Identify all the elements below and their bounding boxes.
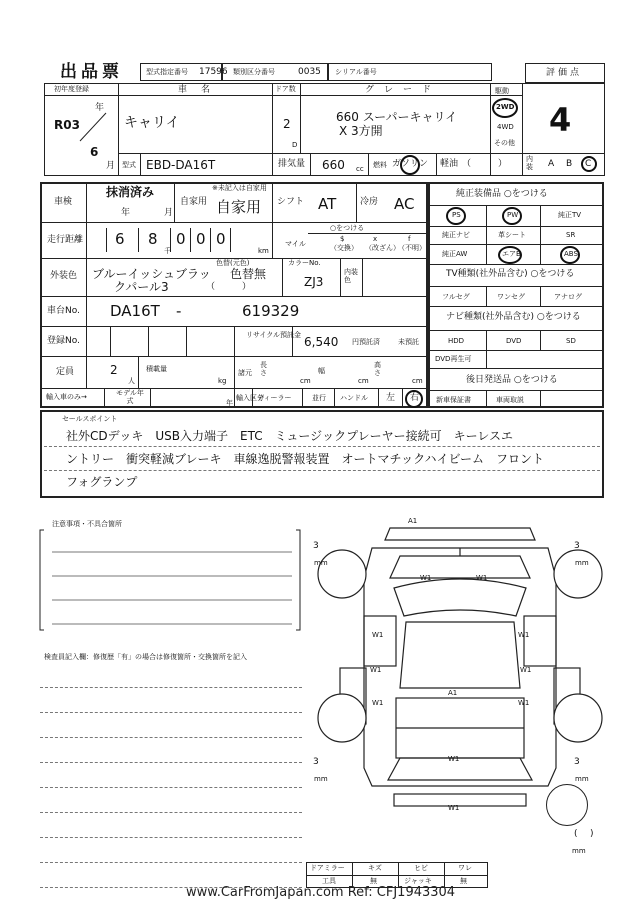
- jack-label: ジャッキ: [404, 877, 432, 885]
- color-change-paren: （ ）: [206, 282, 252, 292]
- mileage-digit-2: 8: [148, 230, 158, 248]
- class-no-label: 類別区分番号: [233, 68, 275, 76]
- serial-box: [328, 63, 492, 81]
- tv-oneseg: ワンセグ: [497, 293, 525, 301]
- mileage-unknown: （不明）: [398, 244, 426, 252]
- thousand-unit: 千: [164, 247, 171, 255]
- model-year-unit: 年: [226, 399, 233, 407]
- interior-color-label: 内装色: [344, 268, 358, 285]
- option-airbag: エアB: [502, 250, 521, 258]
- length-cm: cm: [300, 377, 311, 385]
- mileage-replaced: （交換）: [330, 244, 358, 252]
- sales-line3: フォグランプ: [66, 475, 138, 489]
- interior-c-circle: [581, 156, 597, 172]
- mark-w1-bed: W1: [448, 755, 460, 763]
- cooling-value: AC: [394, 195, 415, 213]
- watermark: www.CarFromJapan.com Ref: CFJ1943304: [186, 885, 456, 900]
- car-name-label: 車名: [178, 85, 225, 95]
- drive-4wd: 4WD: [497, 123, 514, 131]
- mark-w1-left-rear: W1: [372, 699, 384, 707]
- tools-value: 無: [370, 877, 377, 885]
- interior-c: C: [585, 159, 592, 169]
- km-unit: km: [258, 247, 269, 255]
- model-type-label: 型式: [122, 161, 136, 169]
- handle-right-circle: [405, 390, 423, 408]
- month-unit: 月: [106, 161, 116, 171]
- displacement-label: 排気量: [278, 159, 306, 169]
- option-ps-circle: [446, 207, 466, 225]
- tv-title: TV種類(社外品含む) ○をつける: [446, 269, 575, 279]
- after-title: 後日発送品 ○をつける: [466, 375, 558, 385]
- grade-line1: 660 スーパーキャリイ: [336, 110, 458, 124]
- model-cert-no: 17596: [199, 67, 228, 77]
- mileage-digit-4: 0: [196, 230, 206, 248]
- length-label: 長さ: [260, 361, 267, 377]
- doors: 2: [283, 117, 291, 131]
- drive-label: 駆動: [495, 87, 509, 95]
- option-ps: PS: [452, 211, 461, 219]
- tire-depth-rl: 3: [313, 757, 319, 767]
- class-no: 0035: [298, 67, 321, 77]
- chassis-no: 619329: [242, 302, 300, 320]
- option-pw: PW: [507, 211, 519, 219]
- person-unit: 人: [128, 377, 135, 385]
- sheet-title: 出品票: [60, 62, 123, 82]
- interior-a: A: [548, 159, 555, 169]
- model-cert-label: 型式指定番号: [146, 68, 188, 76]
- mileage-digit-1: 6: [115, 230, 125, 248]
- option-abs: ABS: [564, 250, 578, 258]
- reg-no-label: 登録No.: [47, 336, 80, 346]
- door-suffix: D: [292, 141, 298, 149]
- class-no-box: [222, 63, 328, 81]
- recycle-label: リサイクル預託金: [246, 331, 302, 339]
- recycle-unpaid: 未預託: [398, 338, 419, 346]
- jack-value: 無: [460, 877, 467, 885]
- fuel-gasoline-circle: [400, 155, 420, 175]
- color-line1: ブルーイッシュブラッ: [92, 267, 211, 281]
- tv-fullseg: フルセグ: [442, 293, 470, 301]
- recycle-value: 6,540: [304, 335, 339, 349]
- oem-title: 純正装備品 ○をつける: [456, 189, 548, 199]
- inspection-year-unit: 年: [121, 208, 131, 218]
- doors-label: ドア数: [275, 85, 296, 93]
- sales-line1: 社外CDデッキ USB入力端子 ETC ミュージックプレーヤー接続可 キーレスエ: [66, 429, 514, 443]
- cc-unit: cc: [356, 165, 364, 173]
- mark-w1-hood-right: W1: [476, 574, 488, 582]
- tire-depth-rr: 3: [574, 757, 580, 767]
- import-label: 輸入車のみ→: [46, 393, 87, 401]
- import-class-label: 輸入区分: [236, 394, 264, 402]
- capacity-value: 2: [110, 363, 118, 377]
- model-cert-box: [140, 63, 228, 81]
- fuel-label: 燃料: [373, 161, 387, 169]
- mark-w1-right-panel: W1: [520, 666, 532, 674]
- option-navi: 純正ナビ: [442, 231, 470, 239]
- option-aw: 純正AW: [442, 250, 468, 258]
- color-change-label: 色替(元色): [216, 259, 250, 267]
- mileage-digit-3: 0: [176, 230, 186, 248]
- spare-depth-unit: mm: [572, 847, 586, 855]
- color-line2: クパール3: [114, 280, 169, 294]
- inspection-label: 車検: [54, 197, 73, 207]
- shift-label: シフト: [277, 197, 305, 207]
- dims-label: 諸元: [238, 369, 252, 377]
- dvd-player: DVD再生可: [435, 355, 472, 363]
- mark-w1-right-rear: W1: [518, 699, 530, 707]
- mileage-digit-5: 0: [216, 230, 226, 248]
- color-no-label: カラーNo.: [288, 259, 321, 267]
- interior-b: B: [566, 159, 573, 169]
- use-value: 自家用: [216, 198, 262, 216]
- chassis-dash: -: [176, 302, 182, 320]
- inspection-month-unit: 月: [164, 208, 174, 218]
- mark-front-bumper: A1: [408, 517, 418, 525]
- spare-tire: [546, 784, 588, 826]
- after-manual: 車両取説: [496, 396, 524, 404]
- mark-w1-hood-left: W1: [420, 574, 432, 582]
- score-label-box: [525, 63, 605, 83]
- first-reg-year: R03: [54, 118, 80, 132]
- recycle-paid: 円預託済: [352, 338, 380, 346]
- tire-depth-fl-unit: mm: [314, 559, 328, 567]
- score-value: 4: [549, 101, 572, 139]
- option-abs-circle: [560, 246, 580, 264]
- drive-other: その他: [494, 139, 515, 147]
- fuel-other: （ ）: [462, 159, 508, 169]
- option-sr: SR: [566, 231, 576, 239]
- load-kg: kg: [218, 377, 227, 385]
- option-airbag-circle: [498, 246, 522, 264]
- mile-label: マイル: [285, 240, 306, 248]
- inspector-label: 検査員記入欄：修復歴「有」の場合は修復箇所・交換箇所を記入: [44, 653, 247, 661]
- handle-right: 右: [410, 393, 420, 403]
- import-dealer: ディーラー: [257, 394, 292, 402]
- tire-depth-fl: 3: [313, 541, 319, 551]
- mileage-circle-note: ○をつける: [330, 224, 365, 232]
- year-unit: 年: [95, 103, 105, 113]
- option-tv: 純正TV: [558, 211, 582, 219]
- model-type: EBD-DA16T: [146, 158, 216, 172]
- grade-label: グレード: [365, 85, 442, 95]
- legend-scratch: キズ: [368, 864, 382, 872]
- sales-label: セールスポイント: [62, 415, 118, 423]
- displacement: 660: [322, 158, 345, 172]
- first-reg-label: 初年度登録: [54, 85, 89, 93]
- after-warranty: 新車保証書: [436, 396, 471, 404]
- handle-label: ハンドル: [340, 394, 368, 402]
- legend-chip: ワレ: [458, 864, 472, 872]
- drive-2wd: 2WD: [496, 103, 515, 111]
- height-cm: cm: [412, 377, 423, 385]
- option-pw-circle: [502, 207, 522, 225]
- serial-label: シリアル番号: [335, 68, 377, 76]
- color-change-value: 色替無: [230, 267, 267, 281]
- mark-w1-left-door: W1: [372, 631, 384, 639]
- load-label: 積載量: [146, 365, 167, 373]
- sales-line2: ントリー 衝突軽減ブレーキ 車線逸脱警報装置 オートマチックハイビーム フロント: [66, 452, 544, 466]
- inspection-value: 抹消済み: [106, 185, 155, 199]
- caution-label: 注意事項・不具合箇所: [52, 520, 122, 528]
- mark-w1-rear-bumper: W1: [448, 804, 460, 812]
- mark-center: A1: [448, 689, 458, 697]
- import-parallel: 並行: [312, 394, 326, 402]
- use-label: 自家用: [180, 197, 208, 207]
- width-label: 幅: [318, 367, 325, 375]
- handle-left: 左: [386, 393, 396, 403]
- color-no: ZJ3: [304, 275, 324, 289]
- car-name: キャリイ: [124, 115, 180, 131]
- option-leather: 革シート: [498, 231, 526, 239]
- interior-label: 内装: [526, 155, 533, 171]
- grade-line2: X 3方開: [339, 124, 383, 138]
- capacity-label: 定員: [56, 367, 75, 377]
- mileage-label: 走行距離: [47, 235, 84, 245]
- height-label: 高さ: [374, 361, 381, 377]
- navi-title: ナビ種類(社外品含む) ○をつける: [446, 312, 581, 322]
- color-label: 外装色: [50, 271, 78, 281]
- fuel-gasoline: ガソリン: [392, 159, 429, 169]
- navi-hdd: HDD: [448, 337, 465, 345]
- use-note: ※未記入は自家用: [212, 184, 267, 192]
- first-reg-month: 6: [90, 145, 99, 159]
- score-label: 評価点: [546, 68, 583, 78]
- fuel-diesel: 軽油: [440, 159, 459, 169]
- legend-door-mirror: ドアミラー: [310, 864, 345, 872]
- tire-depth-fr-unit: mm: [575, 559, 589, 567]
- legend-crack: ヒビ: [414, 864, 428, 872]
- cooling-label: 冷房: [360, 197, 379, 207]
- tv-analog: アナログ: [554, 293, 582, 301]
- model-year-label: モデル年式: [116, 389, 144, 405]
- tire-depth-fr: 3: [574, 541, 580, 551]
- mark-w1-right-door: W1: [518, 631, 530, 639]
- chassis-prefix: DA16T: [110, 302, 160, 320]
- tools-label: 工具: [322, 877, 336, 885]
- mileage-altered: （改ざん）: [365, 244, 400, 252]
- navi-sd: SD: [566, 337, 576, 345]
- chassis-label: 車台No.: [47, 306, 80, 316]
- caution-bracket: [38, 524, 304, 636]
- vehicle-diagram: [310, 518, 610, 818]
- mark-w1-left-panel: W1: [370, 666, 382, 674]
- tire-depth-rr-unit: mm: [575, 775, 589, 783]
- navi-dvd: DVD: [506, 337, 522, 345]
- width-cm: cm: [358, 377, 369, 385]
- shift-value: AT: [318, 195, 337, 213]
- tire-depth-rl-unit: mm: [314, 775, 328, 783]
